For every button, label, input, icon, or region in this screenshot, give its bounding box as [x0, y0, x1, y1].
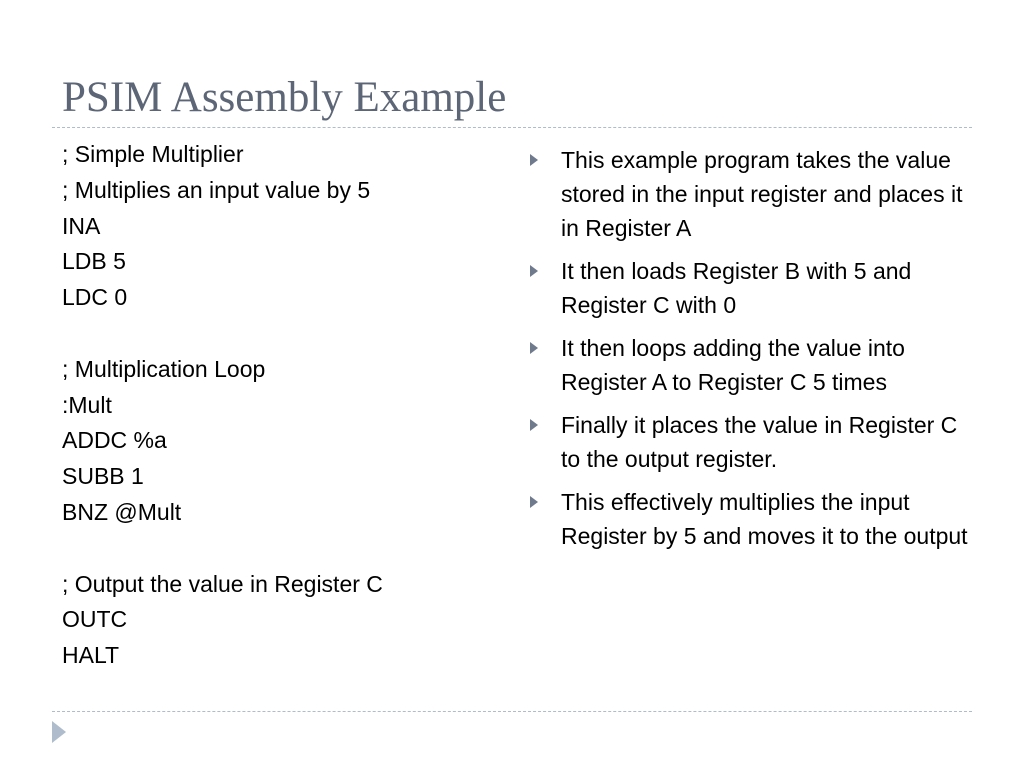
triangle-bullet-icon	[530, 419, 538, 431]
bullet-text: This effectively multiplies the input Register by 5 and moves it to the output	[561, 489, 968, 549]
code-line: BNZ @Mult	[62, 498, 182, 525]
bullet-item	[528, 485, 968, 553]
triangle-bullet-icon	[530, 496, 538, 508]
explanation-bullet-list	[528, 143, 968, 562]
code-line: :Mult	[62, 391, 112, 418]
code-line: SUBB 1	[62, 463, 144, 490]
bullet-text: It then loops adding the value into Register A to Register C 5 times	[561, 335, 905, 395]
bullet-item	[528, 408, 968, 476]
code-line: ; Simple Multiplier	[62, 141, 244, 167]
footer-divider	[52, 711, 972, 712]
code-line: OUTC	[62, 606, 128, 633]
bullet-text: This example program takes the value stored in the input register and places it in Register A	[561, 147, 963, 241]
title-divider	[52, 127, 972, 128]
code-line-blank	[62, 531, 383, 567]
code-line: ; Multiplication Loop	[62, 355, 266, 382]
code-line: LDB 5	[62, 248, 126, 275]
code-line: HALT	[62, 642, 120, 669]
bullet-text: It then loads Register B with 5 and Register C with 0	[561, 258, 912, 318]
bullet-item	[528, 143, 968, 245]
bullet-item	[528, 331, 968, 399]
code-line: LDC 0	[62, 284, 128, 311]
code-line: ADDC %a	[62, 427, 167, 454]
code-line: ; Output the value in Register C	[62, 570, 383, 597]
triangle-bullet-icon	[530, 154, 538, 166]
assembly-code-listing	[62, 137, 383, 674]
triangle-bullet-icon	[530, 265, 538, 277]
bullet-item	[528, 254, 968, 322]
code-line: INA	[62, 212, 101, 239]
triangle-bullet-icon	[530, 342, 538, 354]
bullet-text: Finally it places the value in Register C to the output register.	[561, 412, 958, 472]
slide-title: PSIM Assembly Example	[62, 74, 507, 121]
code-line-blank	[62, 316, 383, 352]
next-slide-arrow-icon[interactable]	[52, 721, 66, 743]
code-line: ; Multiplies an input value by 5	[62, 176, 371, 203]
